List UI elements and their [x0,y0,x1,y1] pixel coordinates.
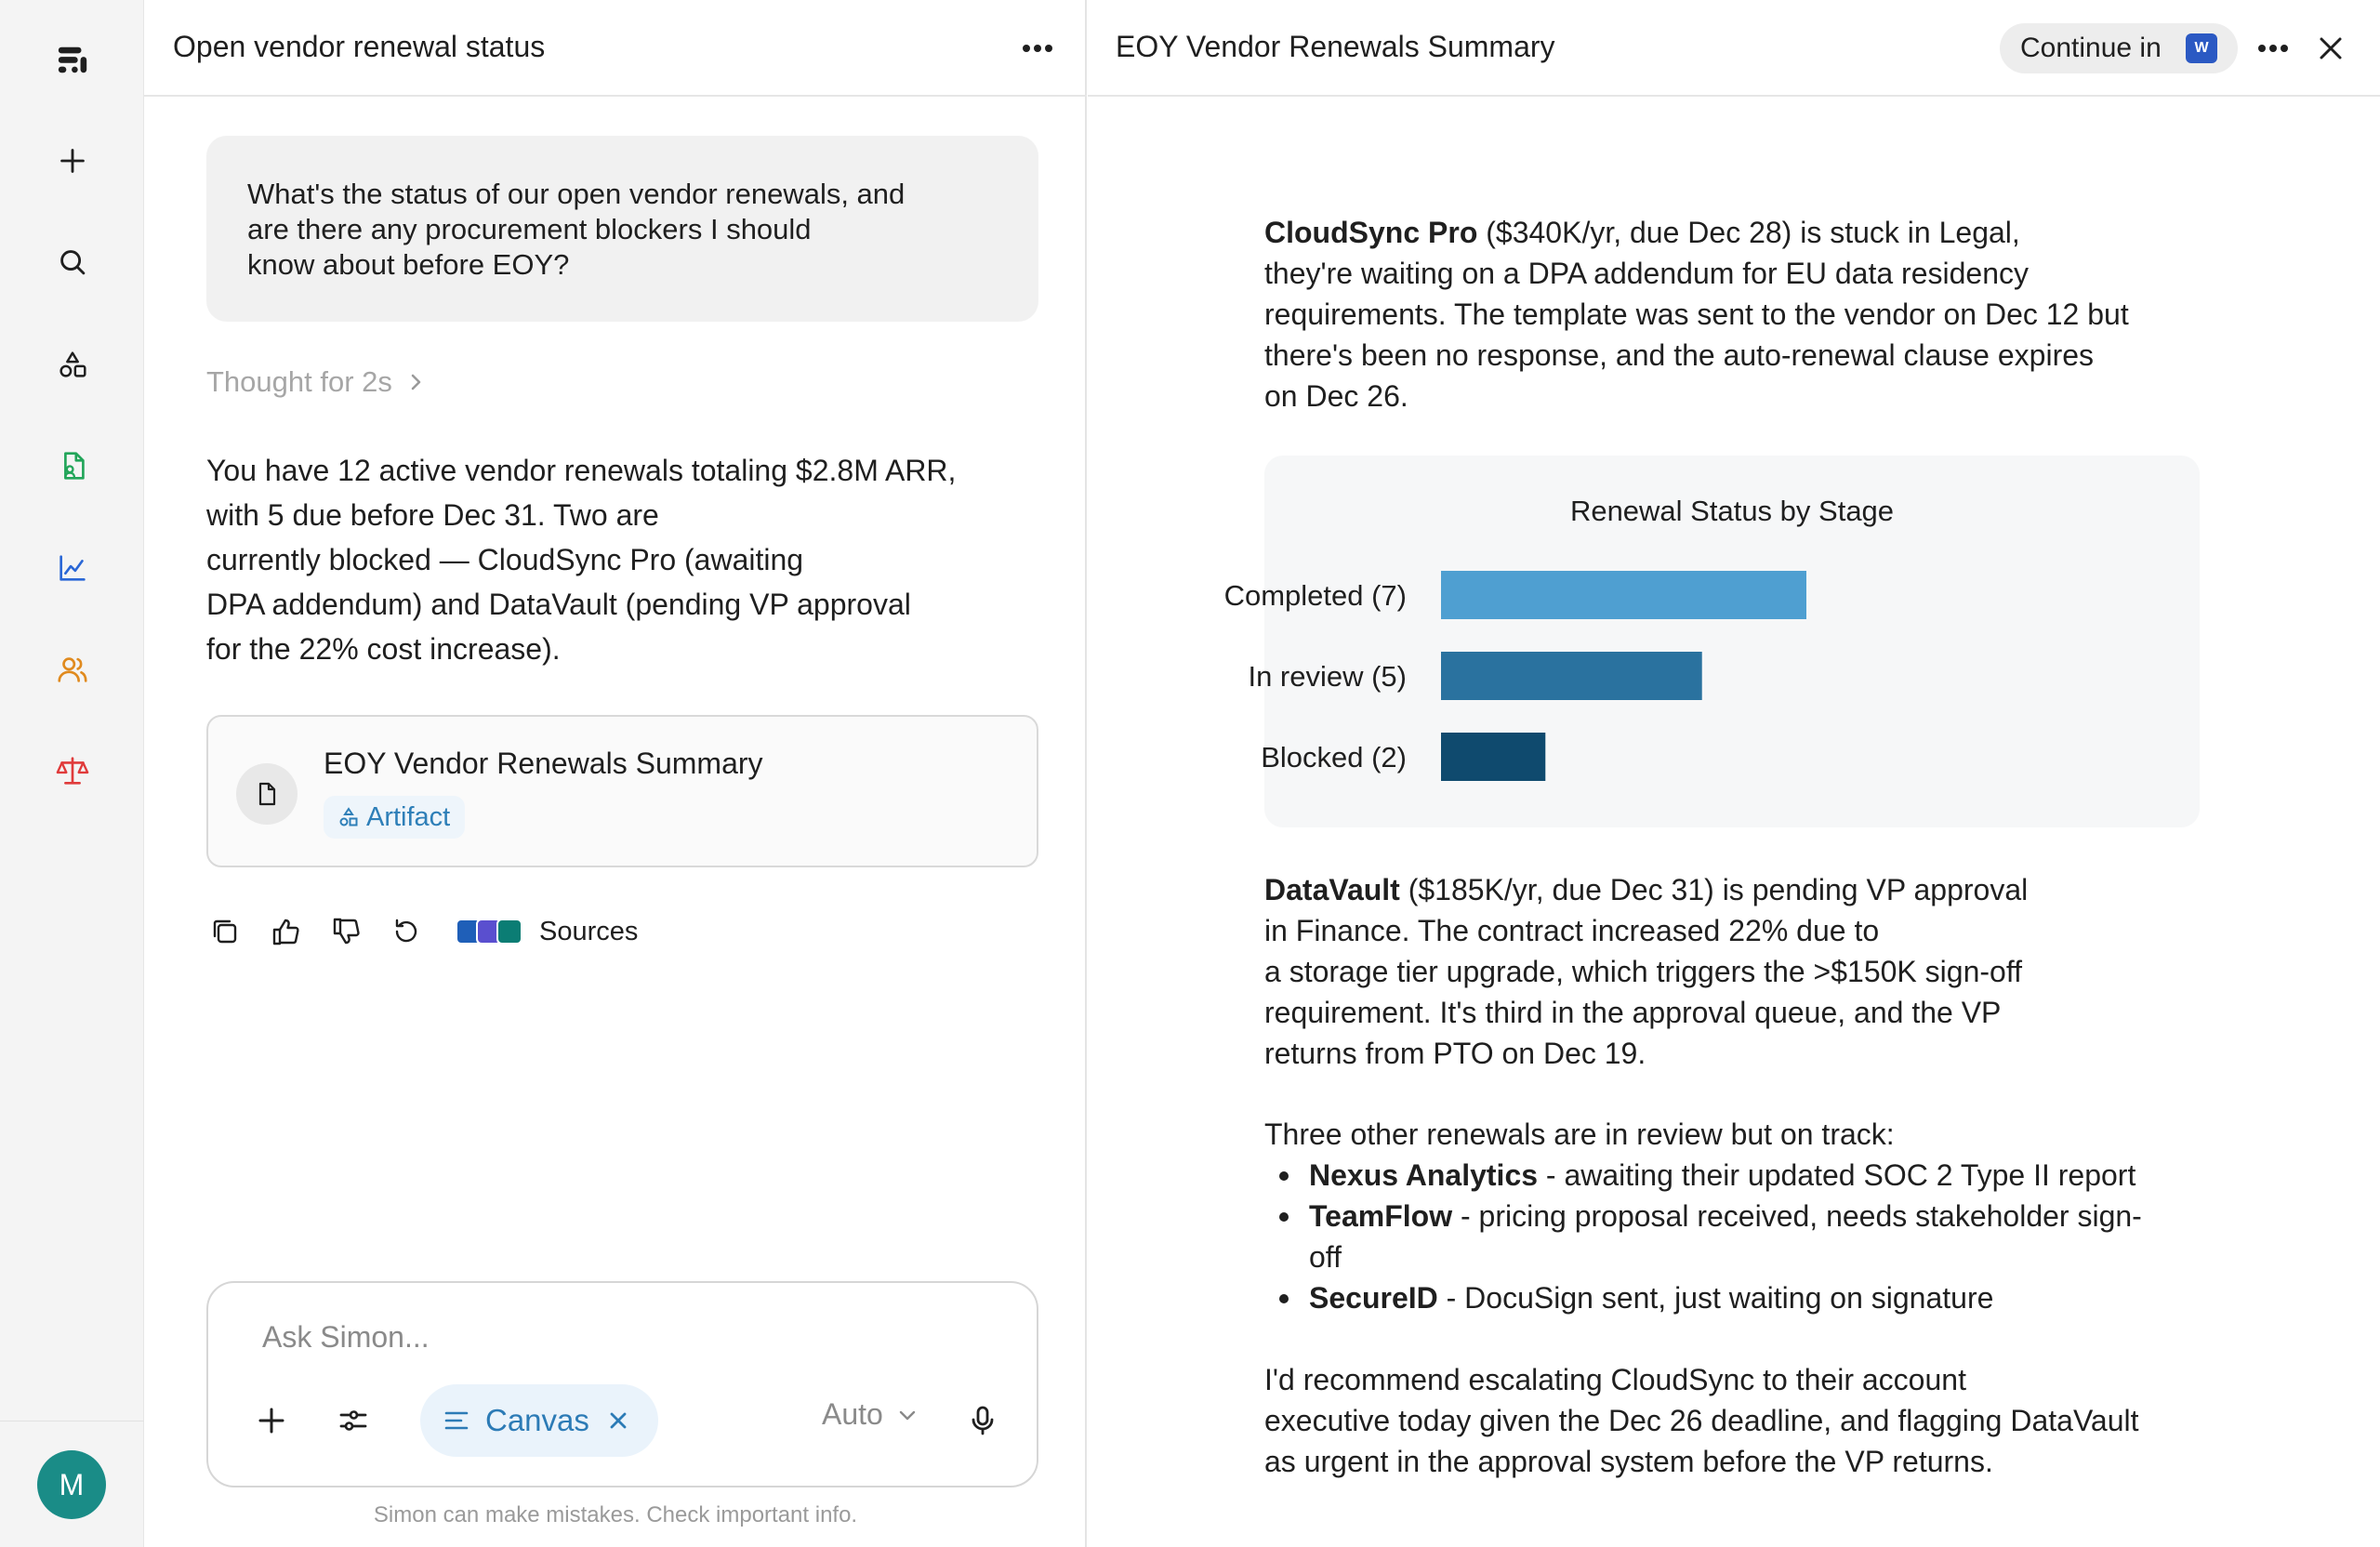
renewal-status-chart [1223,456,2200,827]
documents-icon[interactable] [44,437,101,495]
new-chat-icon[interactable] [44,132,101,190]
other-renewals-intro: Three other renewals are in review but on track: [1264,1117,1895,1151]
paragraph-line: a storage tier upgrade, which triggers the >$150K sign-off [1264,955,2023,988]
paragraph-line: in Finance. The contract increased 22% due to [1264,914,1880,947]
word-app-icon: W [2186,33,2217,63]
answer-line: You have 12 active vendor renewals totaling $2.8M ARR, [206,454,957,487]
app-logo-icon[interactable] [44,31,101,88]
canvas-lines-icon [443,1407,470,1435]
vendor-name: SecureID [1309,1281,1438,1315]
artifact-more-icon[interactable] [2251,26,2295,71]
list-item-text: - awaiting their updated SOC 2 Type II report [1538,1158,2136,1192]
regenerate-icon[interactable] [388,913,425,950]
user-message [206,136,1038,322]
paragraph-text: ($340K/yr, due Dec 28) is stuck in Legal, [1477,216,2020,249]
thumbs-up-icon[interactable] [267,913,304,950]
thought-label: Thought for 2s [206,365,392,398]
legal-scale-icon[interactable] [44,742,101,800]
user-message-line: are there any procurement blockers I should [247,213,812,245]
list-item-text: - pricing proposal received, needs stakeholder sign- [1452,1199,2142,1233]
answer-line: DPA addendum) and DataVault (pending VP approval [206,588,911,621]
recommendation-paragraph [1264,1359,2139,1482]
search-icon[interactable] [44,233,101,291]
source-logo-icon [496,919,522,945]
paragraph-line: they're waiting on a DPA addendum for EU data residency [1264,257,2029,290]
user-message-line: know about before EOY? [247,248,570,281]
paragraph-line [1264,869,2028,910]
list-item-text: - DocuSign sent, just waiting on signature [1437,1281,1994,1315]
close-panel-icon[interactable] [2308,26,2353,71]
artifact-card[interactable] [206,715,1038,867]
chevron-down-icon [896,1404,919,1426]
microphone-icon[interactable] [957,1395,1009,1447]
disclaimer: Simon can make mistakes. Check important info. [373,1502,858,1527]
model-select[interactable] [822,1397,919,1432]
chat-title: Open vendor renewal status [173,30,546,63]
document-icon [236,763,298,825]
artifact-header [1088,0,2380,97]
datavault-paragraph [1264,869,2028,1074]
ask-input[interactable] [262,1320,987,1355]
source-logos[interactable] [456,919,517,945]
paragraph-line [1264,212,2213,253]
thumbs-down-icon[interactable] [327,913,364,950]
canvas-chip[interactable] [420,1384,658,1457]
people-icon[interactable] [44,641,101,698]
add-attachment-icon[interactable] [245,1395,298,1447]
sources-button[interactable]: Sources [539,916,639,946]
artifact-badge [324,796,465,839]
paragraph-line: I'd recommend escalating CloudSync to their account [1264,1363,1966,1396]
list-item-wrap: off [1309,1240,1342,1274]
vendor-name: TeamFlow [1309,1199,1453,1233]
chat-more-icon[interactable] [1015,26,1060,71]
chat-header [144,0,1087,97]
artifact-badge-label: Artifact [366,801,451,832]
chat-panel [144,0,1087,1547]
paragraph-text: ($185K/yr, due Dec 31) is pending VP approval [1399,873,2029,906]
chart-title: Renewal Status by Stage [1569,495,1895,527]
analytics-chart-icon[interactable] [44,539,101,597]
artifact-title: EOY Vendor Renewals Summary [324,747,763,780]
vendor-name: Nexus Analytics [1309,1158,1539,1192]
chart-category-label: Blocked (2) [1261,741,1407,774]
chart-bar [1441,733,1545,781]
chart-bar [1441,571,1806,619]
tools-sliders-icon[interactable] [327,1395,379,1447]
copy-icon[interactable] [206,913,244,950]
answer-line: currently blocked — CloudSync Pro (awaiting [206,543,804,576]
composer [206,1281,1038,1488]
chevron-right-icon [405,372,426,392]
thought-toggle[interactable] [206,365,426,399]
list-item [1264,1155,2142,1196]
canvas-chip-label: Canvas [485,1403,589,1437]
user-message-line: What's the status of our open vendor renewals, and [247,178,906,210]
paragraph-line: on Dec 26. [1264,379,1408,413]
continue-label: Continue in [2020,33,2162,63]
paragraph-line: returns from PTO on Dec 19. [1264,1037,1646,1070]
paragraph-line: requirements. The template was sent to the vendor on Dec 12 but [1264,298,2129,331]
shapes-icon [338,807,359,827]
answer-line: for the 22% cost increase). [206,632,561,666]
avatar[interactable]: M [37,1450,106,1519]
paragraph-line: requirement. It's third in the approval queue, and the VP [1264,996,2002,1029]
chart-category-label: In review (5) [1248,660,1407,693]
chart-category-label: Completed (7) [1223,579,1407,612]
model-select-value: Auto [822,1397,883,1431]
close-icon[interactable] [604,1407,632,1435]
list-item [1264,1277,2142,1318]
assistant-answer [206,448,956,671]
message-actions [206,911,638,952]
cloudsync-paragraph [1264,212,2213,416]
artifact-panel [1088,0,2380,1547]
continue-in-word-button[interactable] [2000,23,2238,73]
vendor-name: CloudSync Pro [1264,216,1478,249]
paragraph-line: as urgent in the approval system before the VP returns. [1264,1445,1993,1478]
chart-bar [1441,652,1702,700]
apps-shapes-icon[interactable] [44,336,101,393]
paragraph-line: there's been no response, and the auto-renewal clause expires [1264,338,2095,372]
left-rail [0,0,144,1547]
chart-canvas [1223,456,2200,827]
renewals-list [1264,1155,2142,1318]
vendor-name: DataVault [1264,873,1400,906]
paragraph-line: executive today given the Dec 26 deadline, and flagging DataVault [1264,1404,2139,1437]
artifact-panel-title: EOY Vendor Renewals Summary [1116,30,1555,63]
list-item [1264,1196,2142,1277]
answer-line: with 5 due before Dec 31. Two are [206,498,659,532]
